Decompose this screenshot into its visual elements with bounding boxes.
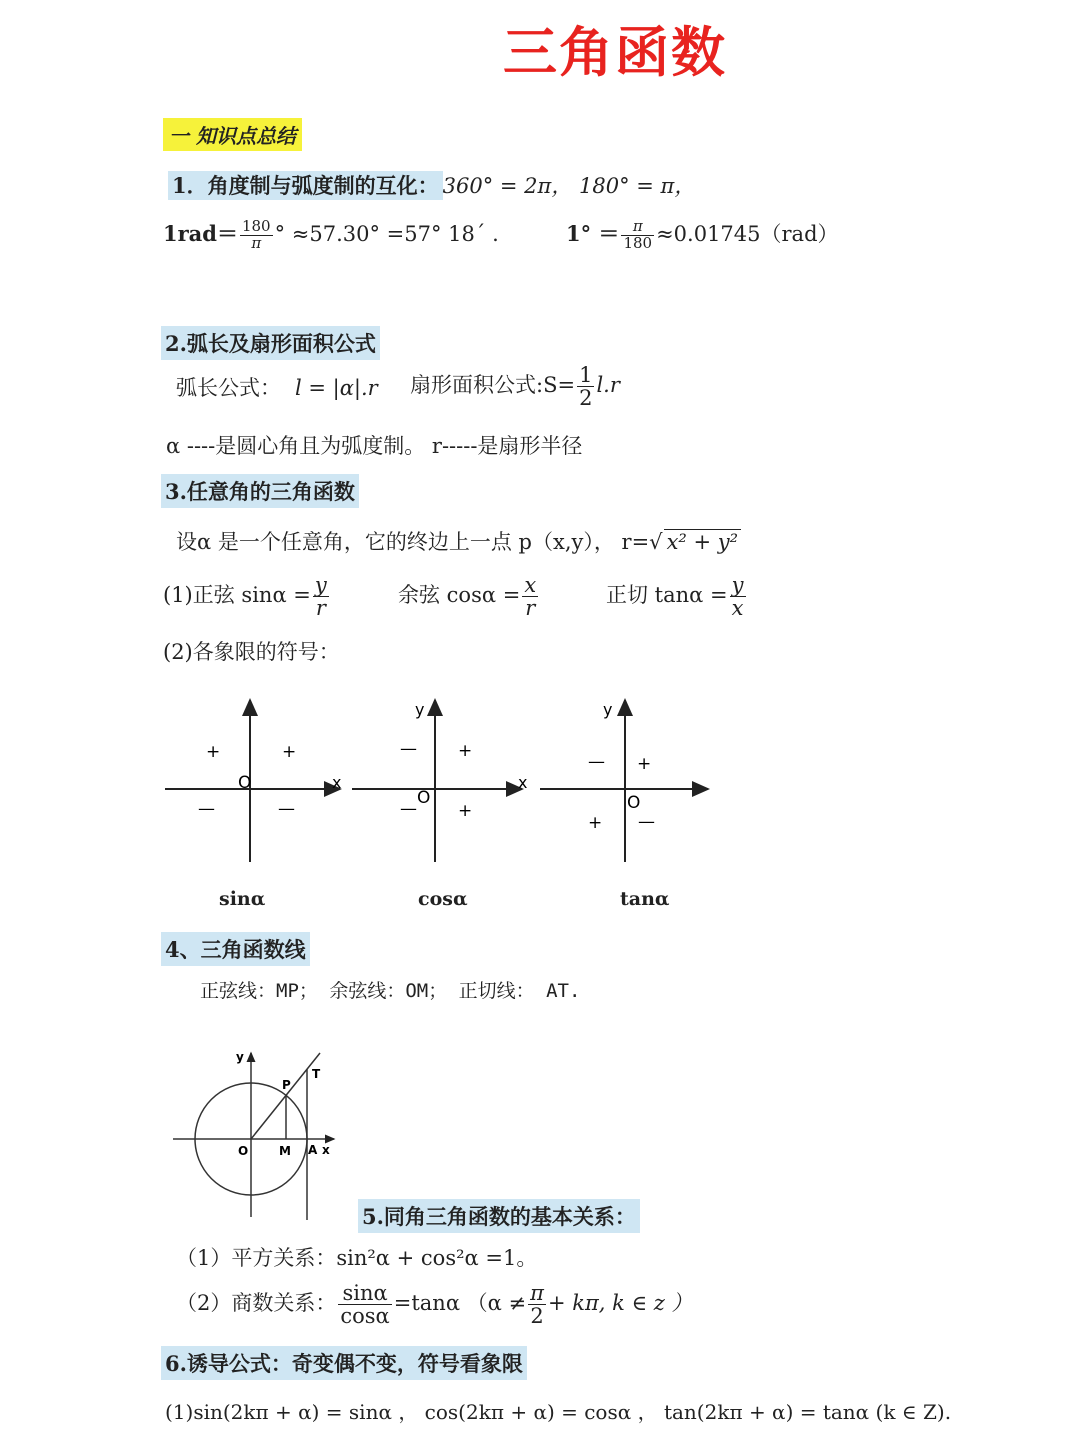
sin-origin: O xyxy=(238,773,252,793)
tan-q1-sign: + xyxy=(637,754,652,774)
sin-quadrant-diagram xyxy=(165,700,341,862)
quotient-relation xyxy=(176,1282,692,1327)
quotient-numerator: sinα xyxy=(338,1282,391,1305)
quotient-middle: =tanα （α ≠ xyxy=(393,1291,527,1316)
unit-circle-t-label: T xyxy=(312,1067,321,1081)
tan-denominator: x xyxy=(731,596,744,621)
arc-formula: l = |α|.r xyxy=(295,376,378,400)
cos-q4-sign: + xyxy=(458,801,473,821)
area-fraction xyxy=(577,364,594,409)
area-fraction-denominator: 2 xyxy=(579,386,593,411)
cos-q1-sign: + xyxy=(458,741,473,761)
quotient-fraction xyxy=(338,1282,391,1327)
deg-value: ≈0.01745（rad） xyxy=(656,222,839,246)
unit-circle-m-label: M xyxy=(279,1144,291,1158)
tan-numerator: y xyxy=(731,573,744,597)
sin-q4-sign: — xyxy=(278,799,295,819)
sin-label: (1)正弦 sinα = xyxy=(163,583,311,608)
quotient-denominator: cosα xyxy=(340,1304,390,1329)
section-1-heading: 1．角度制与弧度制的互化： xyxy=(168,171,443,200)
deg-fraction-numerator: π xyxy=(621,219,654,236)
conversion-formula: 360° = 2π， 180° = π， xyxy=(442,174,696,198)
sin-axis-x: x xyxy=(332,773,342,792)
cos-axis-y: y xyxy=(415,700,425,719)
arc-length-formula xyxy=(176,372,378,402)
tan-q4-sign: — xyxy=(638,812,655,832)
cos-fraction xyxy=(522,574,538,619)
unit-circle-p-label: P xyxy=(282,1078,291,1092)
condition-denominator: 2 xyxy=(530,1304,544,1329)
tan-fraction xyxy=(730,574,746,619)
arc-note: α ----是圆心角且为弧度制。 r-----是扇形半径 xyxy=(166,434,583,458)
deg-fraction-denominator: 180 xyxy=(623,234,653,252)
cos-label: 余弦 cosα = xyxy=(398,583,521,608)
sin-diagram-label: sinα xyxy=(219,888,266,910)
tan-q3-sign: + xyxy=(588,813,603,833)
rad-fraction xyxy=(240,219,273,252)
quotient-tail: + kπ, k ∈ z ） xyxy=(547,1291,693,1316)
intro-text: 设α 是一个任意角，它的终边上一点 p（x,y）， r= xyxy=(176,530,650,554)
cos-axis-x: x xyxy=(518,773,528,792)
cos-q3-sign: — xyxy=(400,799,417,819)
deg-fraction xyxy=(621,219,654,252)
cos-diagram-label: cosα xyxy=(418,888,468,910)
unit-circle-a-label: A xyxy=(308,1143,318,1157)
section-2-heading: 2.弧长及扇形面积公式 xyxy=(161,326,380,360)
cos-q2-sign: — xyxy=(400,739,417,759)
rad-fraction-numerator: 180 xyxy=(241,217,271,236)
tan-origin: O xyxy=(627,793,641,813)
sqrt-content: x² + y² xyxy=(664,529,742,554)
unit-circle-y-label: y xyxy=(236,1050,244,1064)
condition-numerator: π xyxy=(530,1281,544,1305)
section-one-heading: 一 知识点总结 xyxy=(163,118,302,151)
rad-label: 1rad＝ xyxy=(163,221,238,246)
sector-area-formula xyxy=(410,364,620,409)
sin-definition xyxy=(163,574,331,619)
cos-origin: O xyxy=(417,788,431,808)
section-1 xyxy=(168,170,695,200)
induction-formula-1: (1)sin(2kπ + α) = sinα ， cos(2kπ + α) = cosα ， tan(2kπ + α) = tanα (k ∈ Z). xyxy=(165,1400,952,1424)
unit-circle-x-label: x xyxy=(322,1143,330,1157)
deg-definition xyxy=(566,218,839,252)
section-5-heading: 5.同角三角函数的基本关系： xyxy=(358,1199,640,1233)
trig-lines-text: 正弦线：MP； 余弦线：OM； 正切线： AT. xyxy=(200,980,581,1002)
area-fraction-numerator: 1 xyxy=(579,363,593,387)
page-title: 三角函数 xyxy=(503,21,727,84)
quotient-label: （2）商数关系： xyxy=(176,1291,337,1316)
tan-definition xyxy=(606,574,748,619)
cos-quadrant-diagram xyxy=(352,700,527,862)
rad-value: ° ≈57.30° =57° 18´ . xyxy=(274,222,499,246)
rad-fraction-denominator: π xyxy=(251,234,262,252)
cos-numerator: x xyxy=(524,573,537,597)
quadrant-signs-label: (2)各象限的符号： xyxy=(163,640,340,664)
area-tail: l.r xyxy=(596,373,620,398)
sin-fraction xyxy=(313,574,329,619)
area-label: 扇形面积公式:S= xyxy=(410,373,576,398)
cos-denominator: r xyxy=(525,596,536,621)
sin-q2-sign: + xyxy=(206,742,221,762)
square-relation: （1）平方关系：sin²α + cos²α =1。 xyxy=(176,1246,538,1270)
tan-label: 正切 tanα = xyxy=(606,583,728,608)
tan-quadrant-diagram xyxy=(540,700,708,862)
arc-label: 弧长公式： xyxy=(176,376,281,400)
section-6-heading: 6.诱导公式：奇变偶不变，符号看象限 xyxy=(161,1346,527,1380)
tan-q2-sign: — xyxy=(588,752,605,772)
tan-diagram-label: tanα xyxy=(620,888,670,910)
cos-definition xyxy=(398,574,540,619)
quotient-condition-fraction xyxy=(528,1282,546,1327)
deg-label: 1° ＝ xyxy=(566,221,620,246)
sin-q3-sign: — xyxy=(198,799,215,819)
section-4-heading: 4、三角函数线 xyxy=(161,932,310,966)
sin-numerator: y xyxy=(314,573,327,597)
tan-axis-y: y xyxy=(603,700,613,719)
unit-circle-o-label: O xyxy=(238,1144,249,1158)
unit-circle-figure xyxy=(168,1045,348,1225)
rad-definition xyxy=(163,218,499,252)
sin-denominator: r xyxy=(315,596,326,621)
sin-q1-sign: + xyxy=(282,742,297,762)
section-3-heading: 3.任意角的三角函数 xyxy=(161,474,359,508)
arbitrary-angle-intro: 设α 是一个任意角，它的终边上一点 p（x,y）， r=√ x² + y² xyxy=(176,526,741,556)
